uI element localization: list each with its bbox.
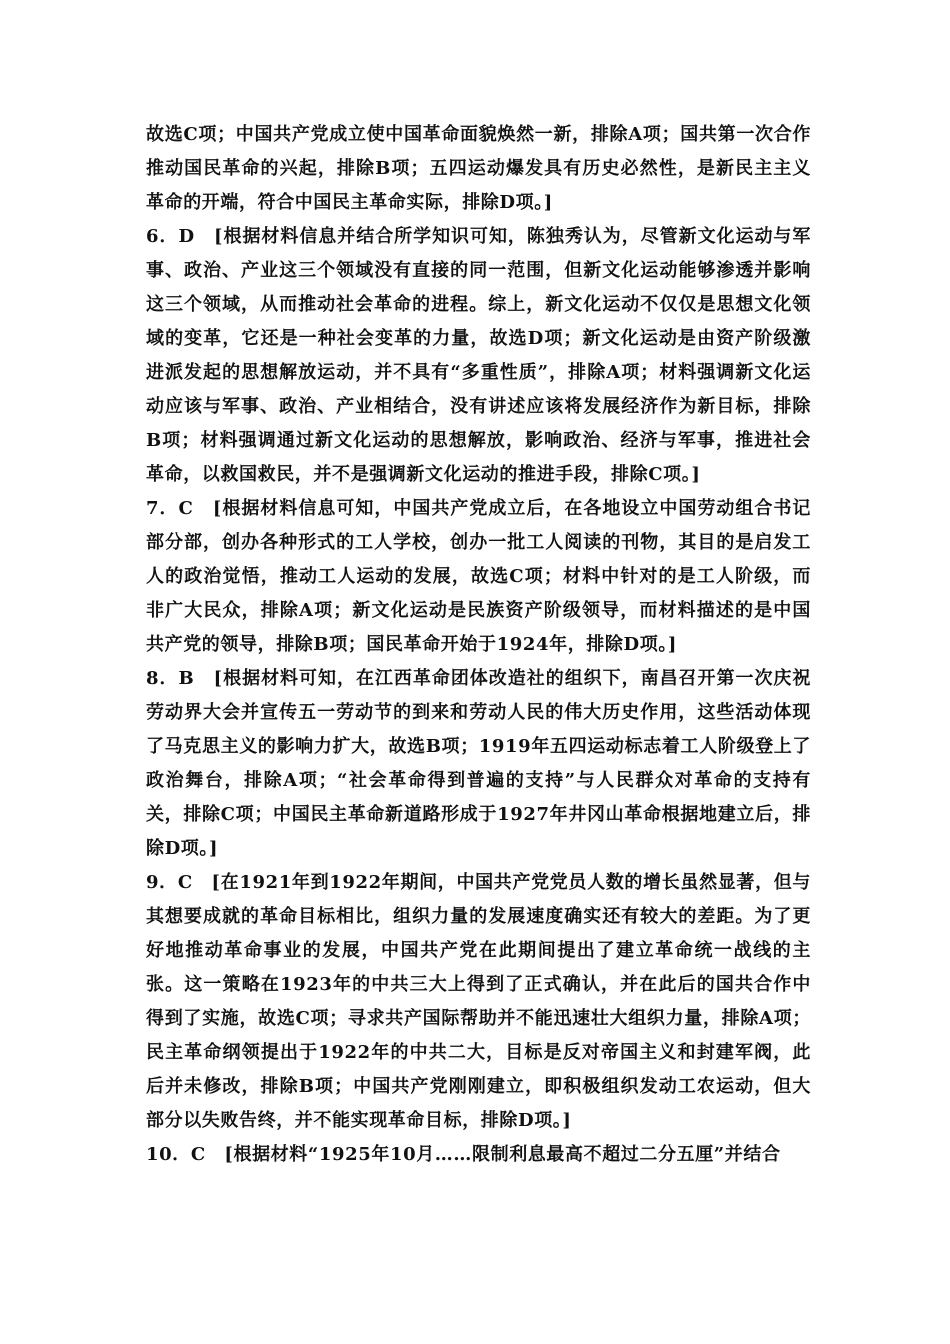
answer-item-6 [146,220,811,492]
answer-explanation-text: [根据材料信息并结合所学知识可知，陈独秀认为，尽管新文化运动与军事、政治、产业这三个领域没有直接的同一范围，但新文化运动能够渗透并影响这三个领域，从而推动社会革命的进程。综上，新文化运动不仅仅是思想文化领域的变革，它还是一种社会变革的力量，故选D项；新文化运动是由资产阶级激进派发起的思想解放运动，并不具有“多重性质”，排除A项；材料强调新文化运动应该与军事、政治、产业相结合，没有讲述应该将发展经济作为新目标，排除B项；材料强调通过新文化运动的思想解放，影响政治、经济与军事，推进社会革命，以救国救民，并不是强调新文化运动的推进手段，排除C项。] [146,226,811,485]
answer-explanation-page [146,118,811,1172]
answer-explanation-text: [根据材料可知，在江西革命团体改造社的组织下，南昌召开第一次庆祝劳动界大会并宣传五一劳动节的到来和劳动人民的伟大历史作用，这些活动体现了马克思主义的影响力扩大，故选B项；1919年五四运动标志着工人阶级登上了政治舞台，排除A项；“社会革命得到普遍的支持”与人民群众对革命的支持有关，排除C项；中国民主革命新道路形成于1927年井冈山革命根据地建立后，排除D项。] [146,668,811,859]
paragraph-continued [146,118,811,220]
question-number-label: 6．D [146,226,214,247]
answer-explanation-text: [根据材料“1925年10月……限制利息最高不超过二分五厘”并结合 [224,1144,781,1165]
answer-explanation-text: [根据材料信息可知，中国共产党成立后，在各地设立中国劳动组合书记部分部，创办各种形式的工人学校，创办一批工人阅读的刊物，其目的是启发工人的政治觉悟，推动工人运动的发展，故选C项；材料中针对的是工人阶级，而非广大民众，排除A项；新文化运动是民族资产阶级领导，而材料描述的是中国共产党的领导，排除B项；国民革命开始于1924年，排除D项。] [146,498,811,655]
paragraph-text: 故选C项；中国共产党成立使中国革命面貌焕然一新，排除A项；国共第一次合作推动国民革命的兴起，排除B项；五四运动爆发具有历史必然性，是新民主主义革命的开端，符合中国民主革命实际，排除D项。] [146,124,811,213]
answer-item-9 [146,866,811,1138]
question-number-label: 9．C [146,872,212,893]
answer-explanation-text: [在1921年到1922年期间，中国共产党党员人数的增长虽然显著，但与其想要成就的革命目标相比，组织力量的发展速度确实还有较大的差距。为了更好地推动革命事业的发展，中国共产党在此期间提出了建立革命统一战线的主张。这一策略在1923年的中共三大上得到了正式确认，并在此后的国共合作中得到了实施，故选C项；寻求共产国际帮助并不能迅速壮大组织力量，排除A项；民主革命纲领提出于1922年的中共二大，目标是反对帝国主义和封建军阀，此后并未修改，排除B项；中国共产党刚刚建立，即积极组织发动工农运动，但大部分以失败告终，并不能实现革命目标，排除D项。] [146,872,811,1131]
answer-item-8 [146,662,811,866]
answer-item-10 [146,1138,811,1172]
answer-item-7 [146,492,811,662]
question-number-label: 7．C [146,498,213,519]
question-number-label: 8．B [146,668,214,689]
question-number-label: 10．C [146,1144,225,1165]
